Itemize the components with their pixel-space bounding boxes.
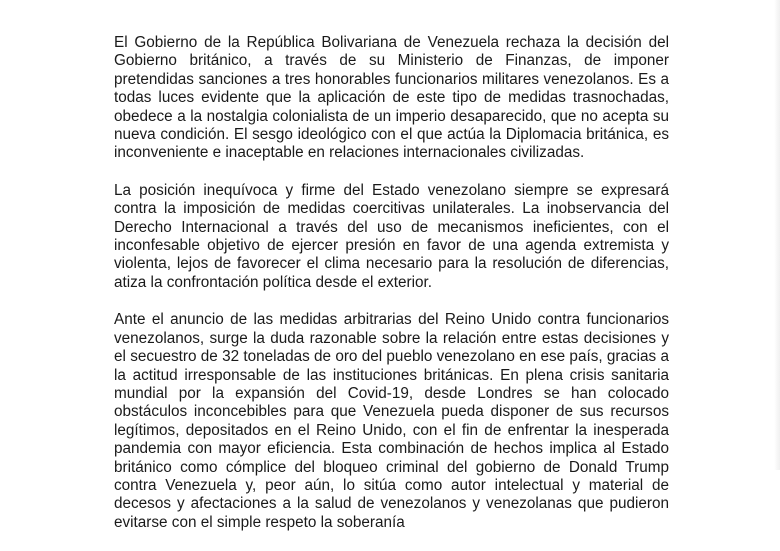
paragraph-position: La posición inequívoca y firme del Estado venezolano siempre se expresará contra la imposición de medidas coercitivas unilaterales. La inobservancia del Derecho Internacional a través del uso de mecanismos ineficientes, con el inconfesable objetivo de ejercer presión en favor de una agenda extremista y violenta, lejos de favorecer el clima necesario para la resolución de diferencias, atiza la confrontación política desde el exterior. [114, 181, 669, 291]
paragraph-gold-reserves: Ante el anuncio de las medidas arbitrarias del Reino Unido contra funcionarios venezolanos, surge la duda razonable sobre la relación entre estas decisiones y el secuestro de 32 toneladas de oro del pueblo venezolano en ese país, gracias a la actitud irresponsable de las instituciones británicas. En plena crisis sanitaria mundial por la expansión del Covid-19, desde Londres se han colocado obstáculos inconcebibles para que Venezuela pueda disponer de sus recursos legítimos, depositados en el Reino Unido, con el fin de enfrentar la inesperada pandemia con mayor eficiencia. Esta combinación de hechos implica al Estado británico como cómplice del bloqueo criminal del gobierno de Donald Trump contra Venezuela y, peor aún, lo sitúa como autor intelectual y material de decesos y afectaciones a la salud de venezolanos y venezolanas que pudieron evitarse con el simple respeto la soberanía [114, 311, 669, 531]
document-body [114, 34, 669, 551]
page-edge-shadow [774, 0, 780, 470]
paragraph-rejection: El Gobierno de la República Bolivariana de Venezuela rechaza la decisión del Gobierno británico, a través de su Ministerio de Finanzas, de imponer pretendidas sanciones a tres honorables funcionarios militares venezolanos. Es a todas luces evidente que la aplicación de este tipo de medidas trasnochadas, obedece a la nostalgia colonialista de un imperio desaparecido, que no acepta su nueva condición. El sesgo ideológico con el que actúa la Diplomacia británica, es inconveniente e inaceptable en relaciones internacionales civilizadas. [114, 34, 669, 162]
